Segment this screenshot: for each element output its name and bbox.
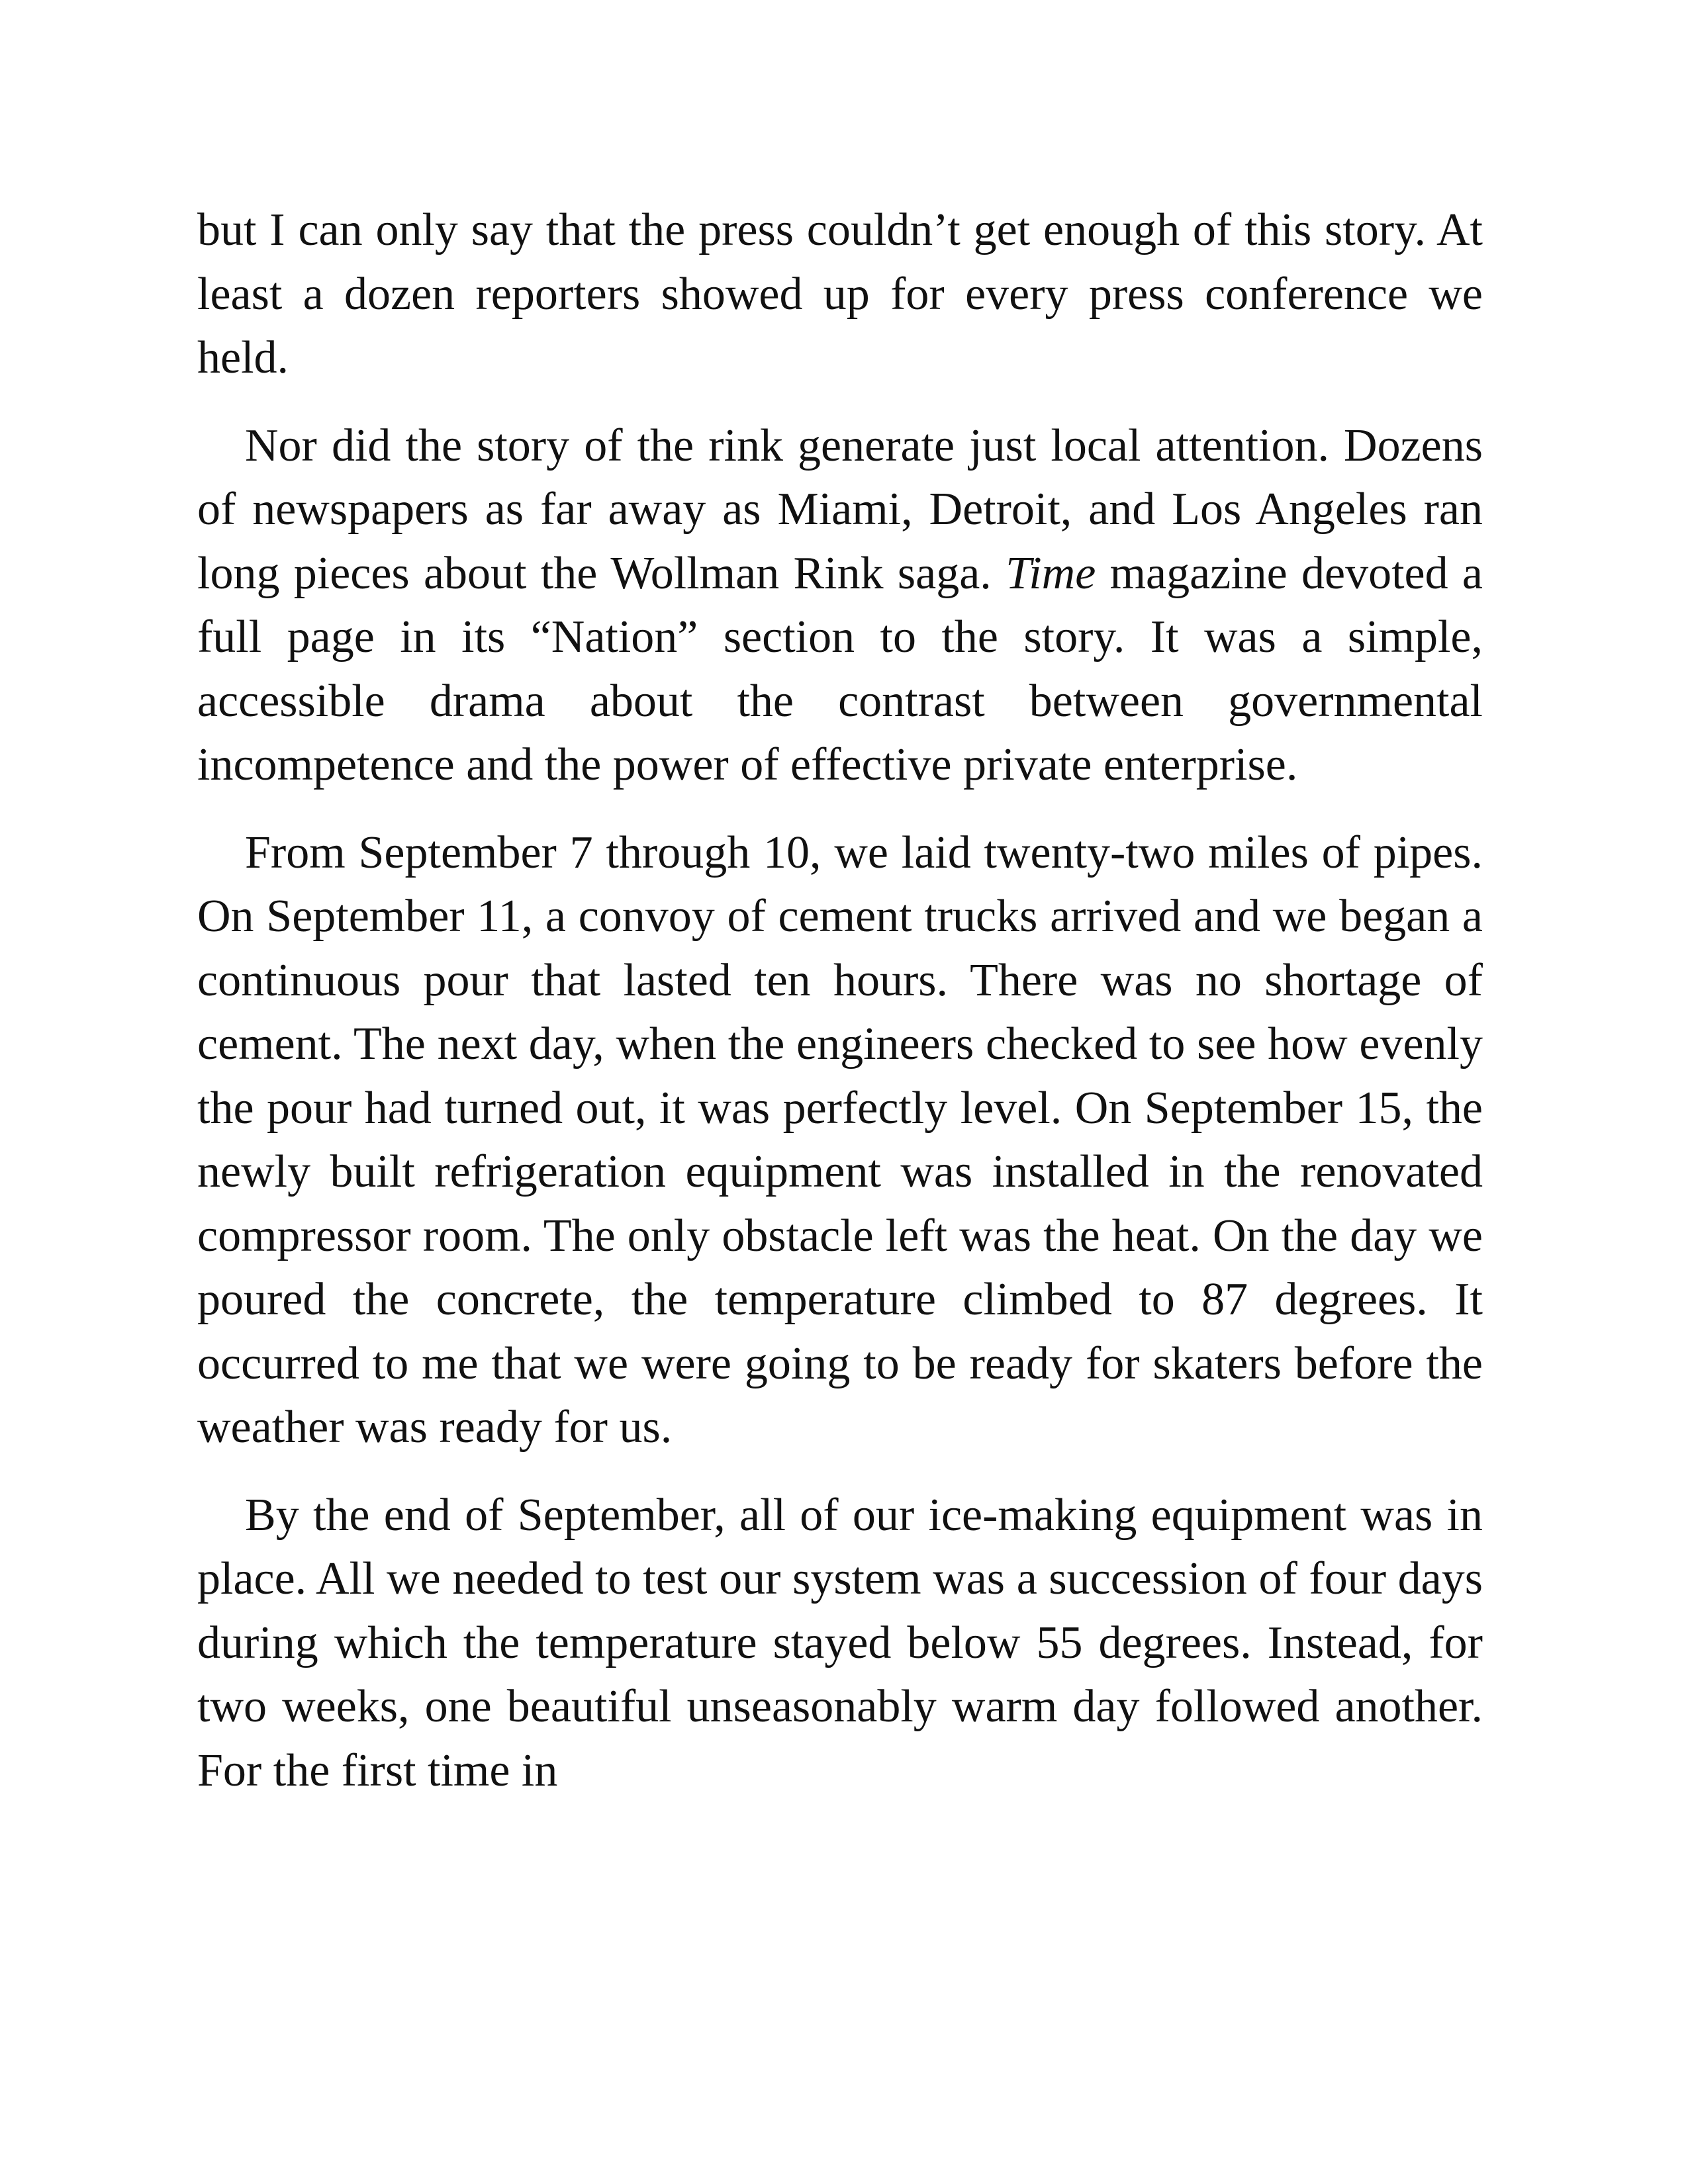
page-body bbox=[197, 199, 1483, 1803]
italic-magazine-title: Time bbox=[1006, 547, 1096, 599]
paragraph-continued: but I can only say that the press couldn’t get enough of this story. At least a dozen reporters showed up for every press conference we held. bbox=[197, 205, 1483, 383]
paragraph-text-after-italic: magazine devoted a full page in its “Nation” section to the story. It was a simple, accessible drama about the contrast between governmental incompetence and the power of effective private enterprise. bbox=[197, 547, 1483, 790]
paragraph-press-attention bbox=[197, 414, 1483, 797]
paragraph-text-before-italic: Nor did the story of the rink generate just local attention. Dozens of newspapers as far away as Miami, Detroit, and Los Angeles ran long pieces about the Wollman Rink saga. bbox=[197, 420, 1483, 599]
paragraph-equipment-testing: By the end of September, all of our ice-making equipment was in place. All we needed to test our system was a succession of four days during which the temperature stayed below 55 degrees. Instead, for two weeks, one beautiful unseasonably warm day followed another. For the first time in bbox=[197, 1489, 1483, 1796]
paragraph-construction-timeline: From September 7 through 10, we laid twenty-two miles of pipes. On September 11, a convoy of cement trucks arrived and we began a continuous pour that lasted ten hours. There was no shortage of cement. The next day, when the engineers checked to see how evenly the pour had turned out, it was perfectly level. On September 15, the newly built refrigeration equipment was installed in the renovated compressor room. The only obstacle left was the heat. On the day we poured the concrete, the temperature climbed to 87 degrees. It occurred to me that we were going to be ready for skaters before the weather was ready for us. bbox=[197, 827, 1483, 1453]
